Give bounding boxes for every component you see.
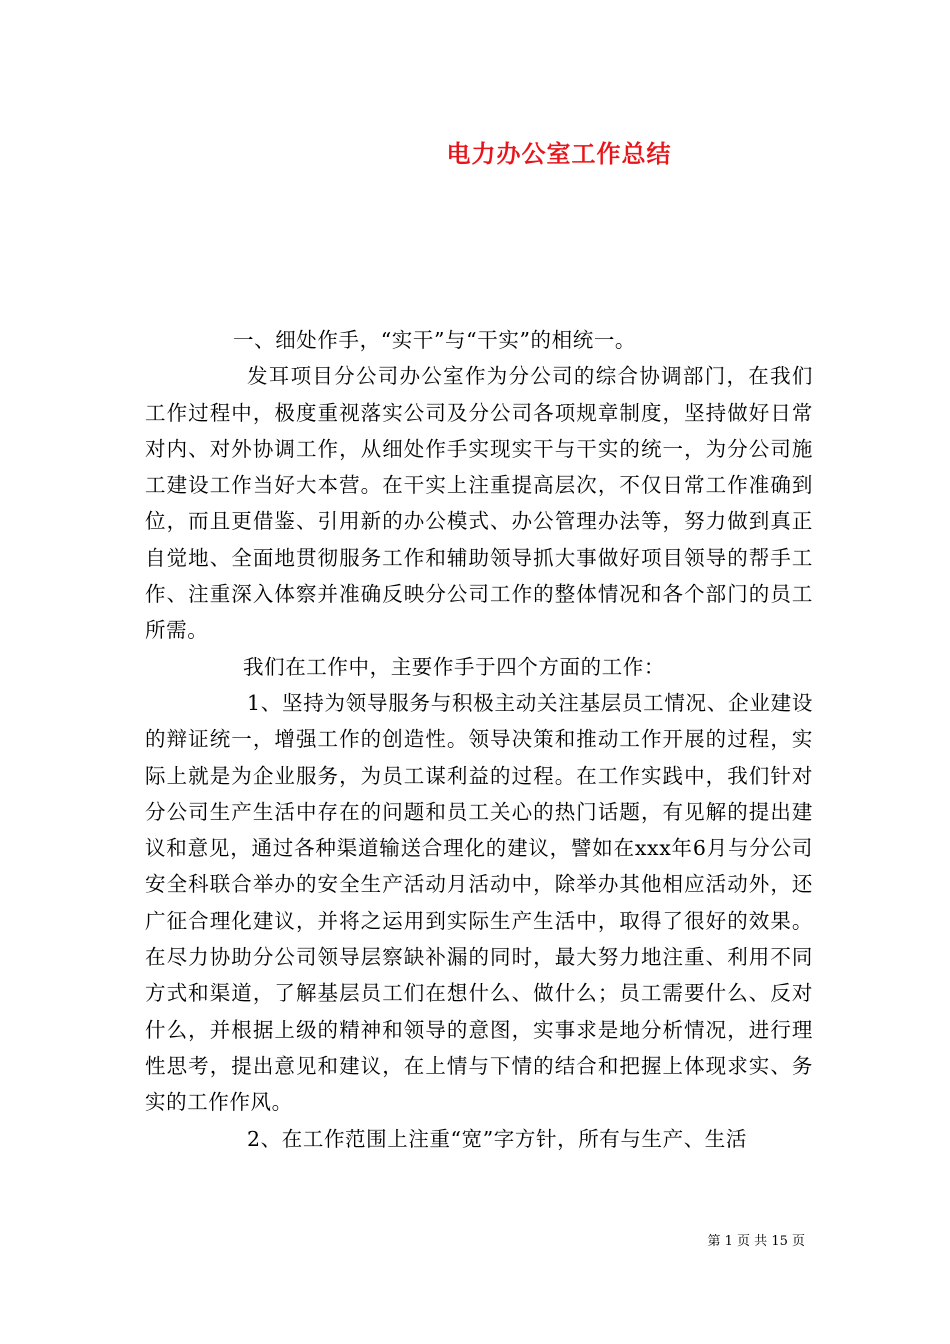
paragraph: 发耳项目分公司办公室作为分公司的综合协调部门，在我们工作过程中，极度重视落实公司及分公司各项规章制度，坚持做好日常对内、对外协调工作，从细处作手实现实干与干实的统一，为分公司施工建设工作当好大本营。在干实上注重提高层次，不仅日常工作准确到位，而且更借鉴、引用新的办公模式、办公管理办法等，努力做到真正自觉地、全面地贯彻服务工作和辅助领导抓大事做好项目领导的帮手工作、注重深入体察并准确反映分公司工作的整体情况和各个部门的员工所需。	[145, 364, 813, 643]
section-heading: 一、细处作手，“实干”与“干实”的相统一。	[233, 328, 637, 352]
page-number-footer: 第 1 页 共 15 页	[707, 1234, 805, 1249]
document-title: 电力办公室工作总结	[446, 140, 672, 168]
document-body	[145, 322, 813, 1157]
paragraph: 我们在工作中，主要作手于四个方面的工作：	[243, 654, 665, 679]
paragraph: 1、坚持为领导服务与积极主动关注基层员工情况、企业建设的辩证统一，增强工作的创造性。领导决策和推动工作开展的过程，实际上就是为企业服务，为员工谋利益的过程。在工作实践中，我们针对分公司生产生活中存在的问题和员工关心的热门话题，有见解的提出建议和意见，通过各种渠道输送合理化的建议，譬如在xxx年6月与分公司安全科联合举办的安全生产活动月活动中，除举办其他相应活动外，还广征合理化建议，并将之运用到实际生产生活中，取得了很好的效果。在尽力协助分公司领导层察缺补漏的同时，最大努力地注重、利用不同方式和渠道，了解基层员工们在想什么、做什么；员工需要什么、反对什么，并根据上级的精神和领导的意图，实事求是地分析情况，进行理性思考，提出意见和建议，在上情与下情的结合和把握上体现求实、务实的工作作风。	[145, 690, 813, 1115]
paragraph: 2、在工作范围上注重“宽”字方针，所有与生产、生活	[247, 1126, 748, 1151]
